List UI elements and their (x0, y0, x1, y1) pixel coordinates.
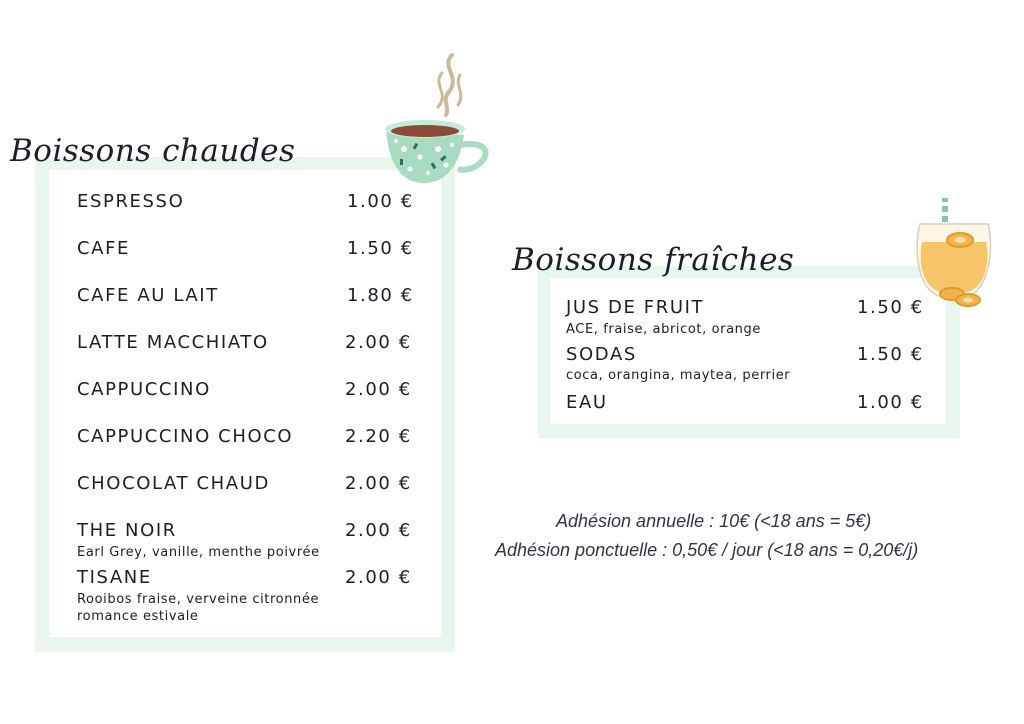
item-name: CAFE AU LAIT (77, 285, 219, 306)
item-name: JUS DE FRUIT (566, 297, 705, 318)
juice-glass-icon (912, 196, 996, 312)
adhesion-ponctual: Adhésion ponctuelle : 0,50€ / jour (<18 ans = 0,20€/j) (495, 540, 919, 560)
item-name: CAFE (77, 238, 131, 259)
item-price: 1.00 € (857, 392, 924, 413)
item-description: Rooibos fraise, verveine citronnée (77, 592, 320, 607)
item-name: TISANE (77, 567, 152, 588)
item-name: THE NOIR (77, 520, 177, 541)
item-name: CAPPUCCINO CHOCO (77, 426, 294, 447)
item-price: 2.00 € (345, 520, 412, 541)
item-price: 2.00 € (345, 567, 412, 588)
item-price: 2.00 € (345, 332, 412, 353)
item-description: Earl Grey, vanille, menthe poivrée (77, 545, 320, 560)
item-description: ACE, fraise, abricot, orange (566, 322, 761, 337)
item-name: ESPRESSO (77, 191, 185, 212)
item-name: CHOCOLAT CHAUD (77, 473, 270, 494)
item-name: EAU (566, 392, 608, 413)
item-name: SODAS (566, 344, 637, 365)
item-price: 1.00 € (347, 191, 414, 212)
item-price: 2.00 € (345, 473, 412, 494)
hot-drinks-title: Boissons chaudes (10, 133, 296, 169)
item-description-line2: romance estivale (77, 609, 199, 624)
adhesion-annual: Adhésion annuelle : 10€ (<18 ans = 5€) (556, 511, 872, 531)
item-name: LATTE MACCHIATO (77, 332, 269, 353)
item-price: 1.50 € (857, 297, 924, 318)
item-price: 1.80 € (347, 285, 414, 306)
item-price: 2.20 € (345, 426, 412, 447)
coffee-cup-icon (380, 45, 495, 185)
item-price: 1.50 € (857, 344, 924, 365)
cold-drinks-title: Boissons fraîches (512, 242, 795, 278)
item-price: 1.50 € (347, 238, 414, 259)
item-description: coca, orangina, maytea, perrier (566, 368, 791, 383)
item-price: 2.00 € (345, 379, 412, 400)
item-name: CAPPUCCINO (77, 379, 211, 400)
